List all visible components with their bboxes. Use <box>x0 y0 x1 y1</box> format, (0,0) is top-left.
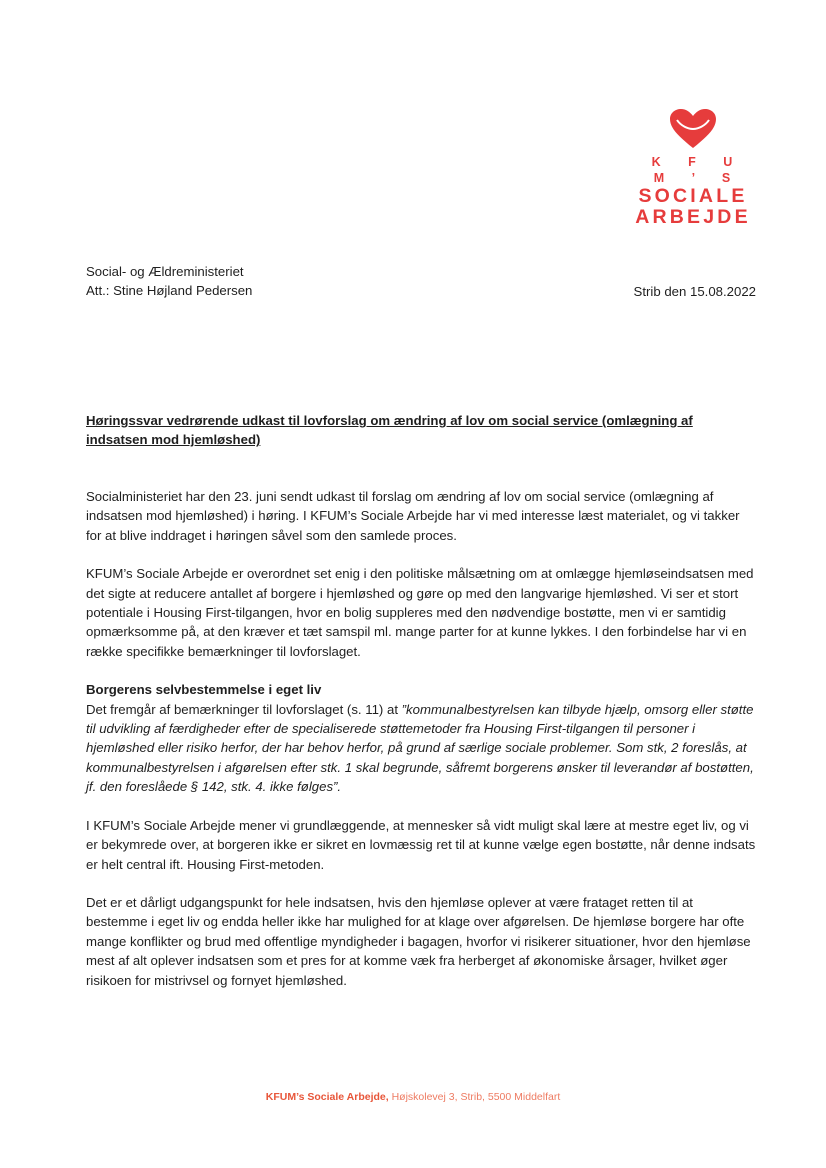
paragraph-concern: I KFUM’s Sociale Arbejde mener vi grundlæggende, at mennesker så vidt muligt skal lære at mestre eget liv, og vi er bekymrede over, at borgeren ikke er sikret en lovmæssig ret til at kunne vælge egen bostøtte, når denne indsats er helt central ift. Housing First-metoden. <box>86 817 756 872</box>
quote-intro: Det fremgår af bemærkninger til lovforslaget (s. 11) at <box>86 701 402 717</box>
organization-logo <box>626 108 760 228</box>
section-subheading: Borgerens selvbestemmelse i eget liv <box>86 682 322 698</box>
paragraph-quote <box>86 700 756 797</box>
logo-arbejde-text: ARBEJDE <box>635 206 751 228</box>
recipient-address <box>86 262 252 301</box>
paragraph-risk: Det er et dårligt udgangspunkt for hele indsatsen, hvis den hjemløse oplever at være frataget retten til at bestemme i eget liv og endda heller ikke har mulighed for at klage over afgørelsen. De hjemløse borgere har ofte mange konflikter og brud med offentlige myndigheder i bagagen, hvorfor vi risikerer situationer, hvor den hjemløse mest af alt oplever indsatsen som et pres for at komme væk fra herberget af økonomiske årsager, hvilket øger risikoen for mistrivsel og fornyet hjemløshed. <box>86 894 751 988</box>
heart-icon <box>668 108 718 150</box>
footer-org: KFUM’s Sociale Arbejde, <box>265 1091 389 1103</box>
letter-heading: Høringssvar vedrørende udkast til lovforslag om ændring af lov om social service (omlægning af indsatsen mod hjemløshed) <box>86 413 693 448</box>
recipient-ministry: Social- og Ældreministeriet <box>86 264 244 279</box>
footer-address: Højskolevej 3, Strib, 5500 Middelfart <box>388 1091 561 1103</box>
logo-sociale-text: SOCIALE <box>638 185 748 207</box>
quote-text: ”kommunalbestyrelsen kan tilbyde hjælp, omsorg eller støtte til udvikling af færdigheder efter de specialiserede støttemetoder fra Housing First-tilgangen til personer i hjemløshed eller risiko herfor, der har behov herfor, på grund af særlige sociale problemer. Som stk, 2 foreslås, at kommunalbestyrelsen i afgørelsen efter stk. 1 skal begrunde, såfremt borgerens ønsker til leverandør af bostøtten, jf. den foreslåede § 142, stk. 4. ikke følges”. <box>86 701 754 795</box>
letter-body <box>86 487 756 1009</box>
letter-date: Strib den 15.08.2022 <box>633 284 756 299</box>
page-footer <box>0 1088 826 1107</box>
paragraph-intro: Socialministeriet har den 23. juni sendt udkast til forslag om ændring af lov om social service (omlægning af indsatsen mod hjemløshed) i høring. I KFUM’s Sociale Arbejde har vi med interesse læst materialet, og vi takker for at blive inddraget i høringen såvel som den samlede proces. <box>86 489 740 543</box>
recipient-attention: Att.: Stine Højland Pedersen <box>86 283 253 299</box>
paragraph-position: KFUM’s Sociale Arbejde er overordnet set enig i den politiske målsætning om at omlægge hjemløseindsatsen med det sigte at reducere antallet af borgere i hjemløshed og gøre op med den langvarige hjemløshed. Vi ser et stort potentiale i Housing First-tilgangen, hvor en bolig suppleres med den nødvendige bostøtte, men vi er samtidig opmærksomme på, at den kræver et tæt samspil ml. mange parter for at kunne lykkes. I den forbindelse har vi en række specifikke bemærkninger til lovforslaget. <box>86 566 754 659</box>
logo-kfum-text: K F U M ’ S <box>651 155 745 185</box>
